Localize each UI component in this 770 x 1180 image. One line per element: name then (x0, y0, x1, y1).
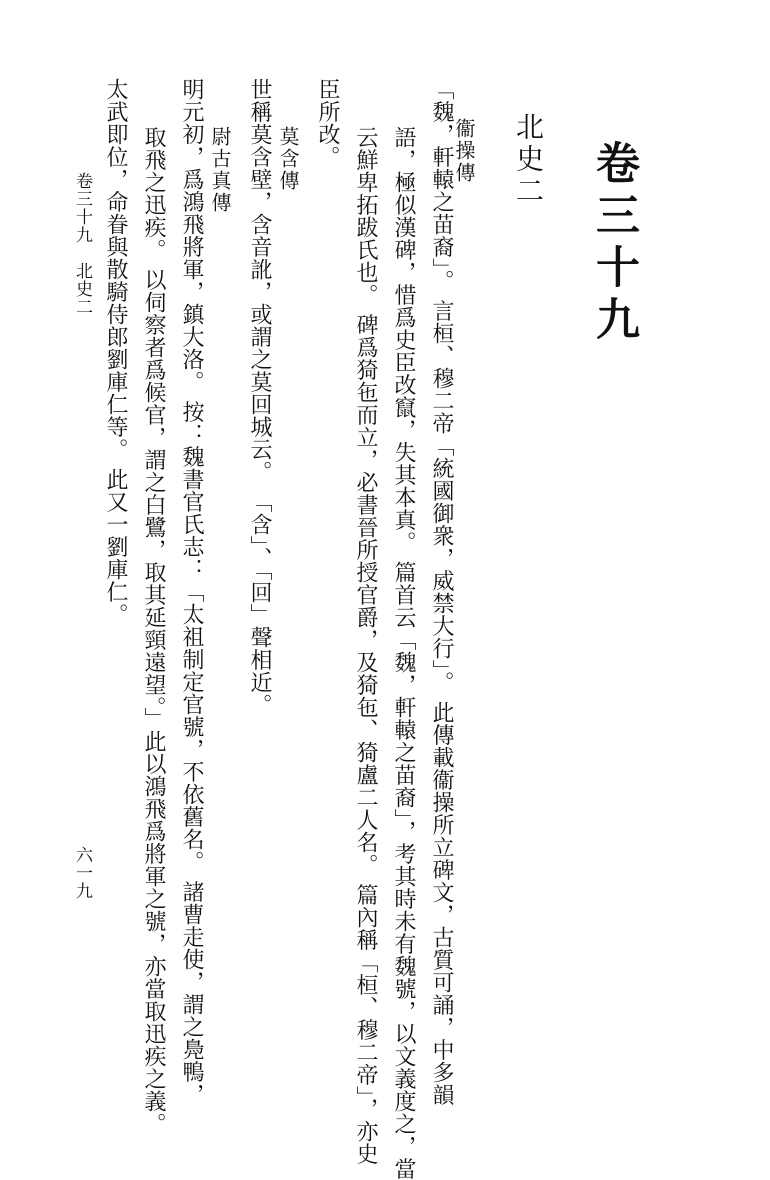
text-column-10: 太武即位，命眷與散騎侍郎劉庫仁等。 此又一劉庫仁。 (103, 78, 128, 626)
text-column-9: 取飛之迅疾。 以伺察者爲候官，謂之白鷺，取其延頸遠望。」此以鴻飛爲將軍之號，亦當取迅疾之義。 (141, 126, 166, 1135)
text-column-1: 「魏，軒轅之苗裔」。 言桓、穆二帝「統國御衆，威禁大行」。 此傳載衞操所立碑文，古質可誦，中多韻 (429, 78, 454, 1106)
volume-title: 卷三十九 (588, 140, 639, 348)
running-head: 卷三十九 北史二 (72, 172, 92, 316)
text-column-4: 臣所改。 (315, 78, 340, 168)
text-column-3: 云鮮卑拓跋氏也。 碑爲猗㐌而立，必書晉所授官爵，及猗㐌、猗盧二人名。 篇內稱「桓、穆二帝」，亦史 (353, 126, 378, 1165)
section-heading-wei-cao: 衞操傳 (452, 118, 476, 184)
book-name: 北史二 (512, 112, 545, 208)
text-column-8: 明元初，爲鴻飛將軍，鎮大洛。 按：魏書官氏志：「太祖制定官號，不依舊名。 諸曹走使，謂之鳧鴨， (179, 78, 204, 1106)
page-number: 六一九 (72, 846, 92, 900)
text-column-6: 世稱莫含壁，含音訛，或謂之莫回城云。 「含」、「回」聲相近。 (247, 78, 272, 716)
text-column-2: 語，極似漢碑，惜爲史臣改竄，失其本真。 篇首云「魏，軒轅之苗裔」，考其時未有魏號，以文義度之，當 (391, 126, 416, 1180)
section-heading-yu-guzhen: 尉古真傳 (208, 126, 232, 214)
section-heading-mo-han: 莫含傳 (276, 126, 300, 192)
